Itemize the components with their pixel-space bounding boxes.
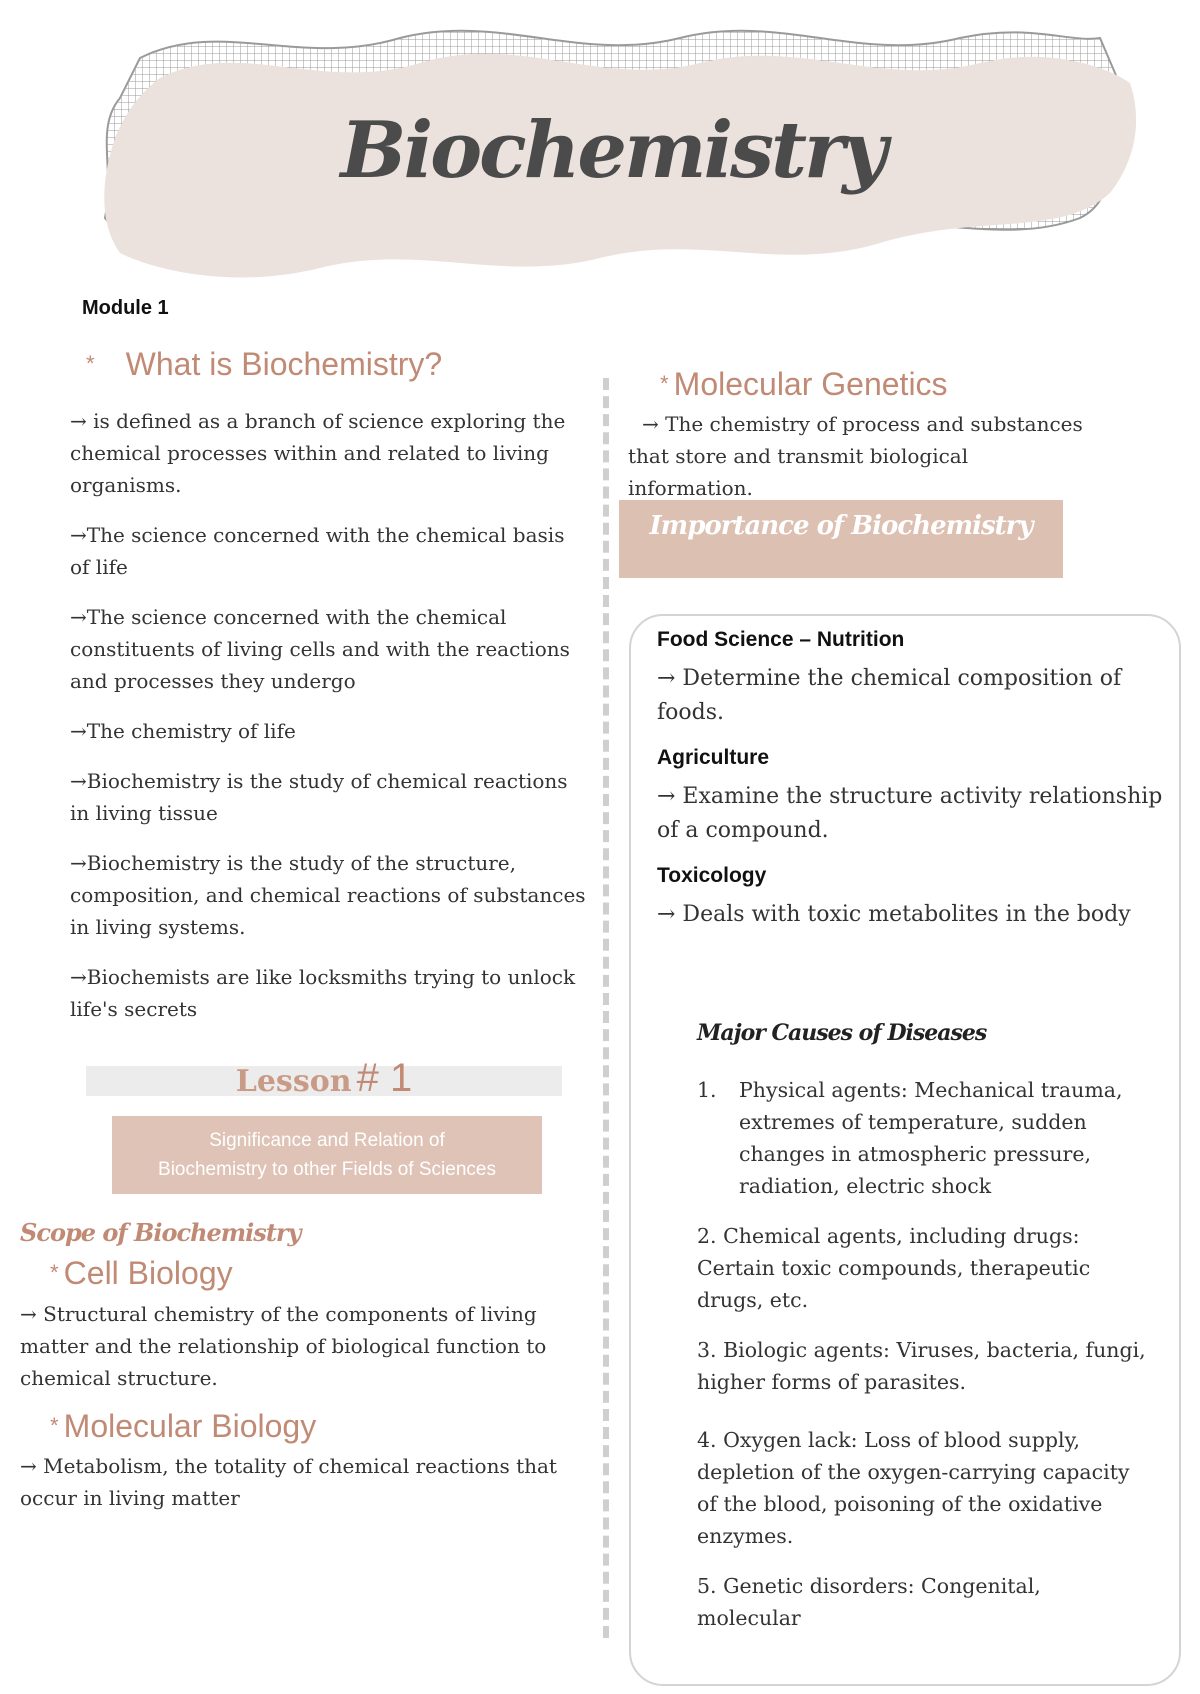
star-bullet-icon: * [660,371,669,396]
field-text-agriculture: → Examine the structure activity relationship of a compound. [657,784,1163,843]
molecular-genetics-text: → The chemistry of process and substances that store and transmit biological information. [628,412,1083,500]
lesson-number: # 1 [356,1056,413,1100]
major-causes-list [697,1074,1147,1652]
field-heading-toxicology: Toxicology [657,864,767,887]
importance-title: Importance of Biochemistry [619,500,1063,578]
cause-item: 2. Chemical agents, including drugs: Certain toxic compounds, therapeutic drugs, etc. [697,1224,1091,1312]
field-heading-agriculture: Agriculture [657,746,770,769]
definition-item: →The science concerned with the chemical basis of life [70,523,565,579]
molecular-biology-text: → Metabolism, the totality of chemical reactions that occur in living matter [20,1454,557,1510]
field-text-toxicology: → Deals with toxic metabolites in the body [657,902,1131,927]
molecular-biology-heading [50,1408,316,1445]
cause-number: 1. [697,1078,717,1102]
molecular-genetics-heading-text: Molecular Genetics [673,366,948,402]
definition-item: →Biochemists are like locksmiths trying to unlock life's secrets [70,965,576,1021]
column-divider [603,378,609,1638]
star-bullet-icon: * [50,1413,59,1438]
lesson-bar [86,1056,562,1100]
cell-biology-heading [50,1255,233,1292]
significance-line-2: Biochemistry to other Fields of Sciences [158,1159,496,1180]
field-text-food-science: → Determine the chemical composition of foods. [657,666,1122,725]
cause-item [697,1074,1147,1202]
definition-item: →The science concerned with the chemical constituents of living cells and with the reactions and processes they undergo [70,605,570,693]
importance-fields [657,628,1177,948]
molecular-biology-heading-text: Molecular Biology [63,1408,317,1444]
what-is-heading-text: What is Biochemistry? [125,346,443,382]
scope-title: Scope of Biochemistry [20,1218,301,1247]
significance-box [112,1116,542,1194]
major-causes-title: Major Causes of Diseases [697,1020,987,1046]
definition-item: →Biochemistry is the study of chemical reactions in living tissue [70,769,568,825]
cell-biology-heading-text: Cell Biology [63,1255,233,1291]
cause-item: 5. Genetic disorders: Congenital, molecular [697,1574,1041,1630]
cause-text: Physical agents: Mechanical trauma, extremes of temperature, sudden changes in atmospheric pressure, radiation, electric shock [739,1078,1123,1198]
definition-item: →Biochemistry is the study of the structure, composition, and chemical reactions of substances in living systems. [70,851,586,939]
star-bullet-icon: * [86,351,95,376]
molecular-genetics-heading [660,366,948,403]
cause-item: 3. Biologic agents: Viruses, bacteria, fungi, higher forms of parasites. [697,1338,1146,1394]
definition-item: →The chemistry of life [70,719,296,743]
what-is-heading [86,346,442,383]
star-bullet-icon: * [50,1260,59,1285]
page-title: Biochemistry [340,105,885,196]
cell-biology-text: → Structural chemistry of the components of living matter and the relationship of biological function to chemical structure. [20,1302,547,1390]
field-heading-food-science: Food Science – Nutrition [657,628,905,651]
module-label: Module 1 [82,297,169,319]
lesson-label: Lesson [235,1064,352,1099]
definitions-list [70,405,590,1043]
cause-item: 4. Oxygen lack: Loss of blood supply, depletion of the oxygen-carrying capacity of the blood, poisoning of the oxidative enzymes. [697,1428,1130,1548]
definition-item: → is defined as a branch of science exploring the chemical processes within and related to living organisms. [70,409,566,497]
significance-line-1: Significance and Relation of [209,1130,445,1151]
